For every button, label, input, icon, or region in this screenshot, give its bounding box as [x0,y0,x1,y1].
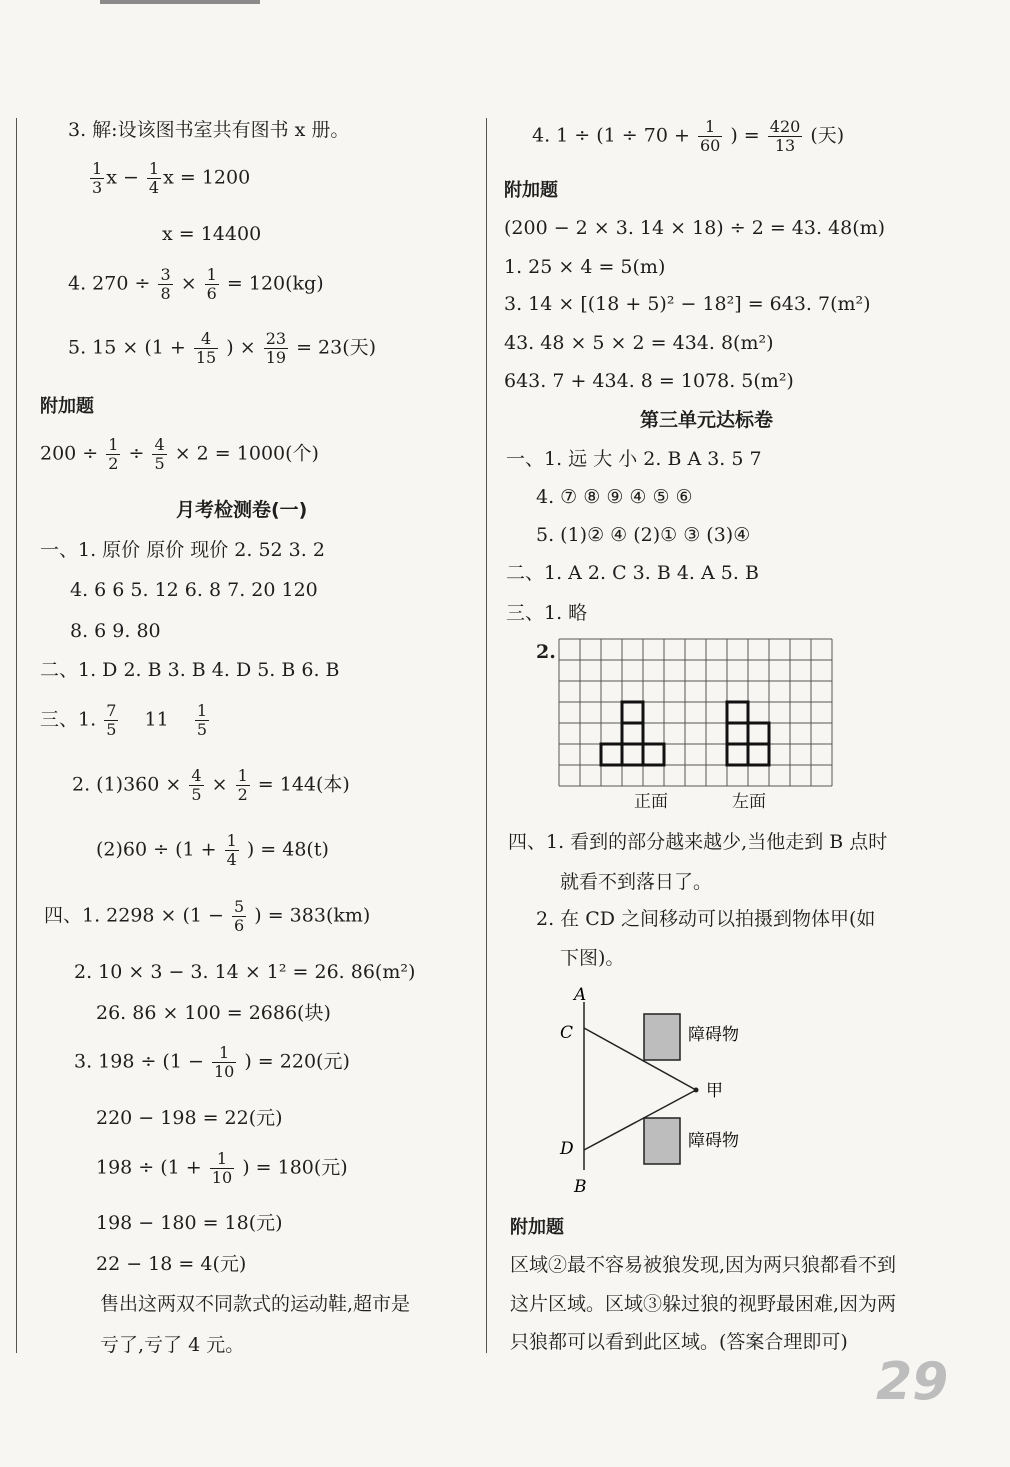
s3-2-part-2: (2)60 ÷ (1 + $\frac{1}{4}$ ) = 48(t) [96,831,329,869]
s3-line-1: 三、1. $\frac{7}{5}$ 11 $\frac{1}{5}$ [40,701,208,739]
column-divider [486,118,487,1353]
r-s4-1-line-1: 四、1. 看到的部分越来越少,当他走到 B 点时 [508,831,888,853]
s4-3-line-1: 3. 198 ÷ (1 − $\frac{1}{10}$ ) = 220(元) [74,1043,350,1081]
r-extra-line-1: (200 − 2 × 3. 14 × 18) ÷ 2 = 43. 48(m) [504,217,886,239]
s4-3-line-6: 售出这两双不同款式的运动鞋,超市是 [100,1293,411,1315]
r-s4-2-line-2: 下图)。 [560,947,625,969]
r-s4-2-line-1: 2. 在 CD 之间移动可以拍摄到物体甲(如 [536,908,876,930]
obstacle-label-top: 障碍物 [688,1025,739,1045]
s1-line-2: 4. 6 6 5. 12 6. 8 7. 20 120 [70,579,318,601]
r-s3-2-label: 2. [536,641,556,663]
page-number: 29 [876,1352,949,1412]
q4-equation: 4. 270 ÷ $\frac{3}{8}$ × $\frac{1}{6}$ = 120(kg) [68,265,324,303]
left-view-shape [727,702,769,765]
r-s3-line: 三、1. 略 [506,602,588,624]
r-s2-line: 二、1. A 2. C 3. B 4. A 5. B [506,562,759,584]
r-extra-line-3: 3. 14 × [(18 + 5)² − 18²] = 643. 7(m²) [504,293,871,315]
r-extra-line-4: 43. 48 × 5 × 2 = 434. 8(m²) [504,332,774,354]
q3-equation-2: x = 14400 [162,223,262,245]
s4-1-equation: 四、1. 2298 × (1 − $\frac{5}{6}$ ) = 383(km) [44,897,371,935]
target-point [694,1088,699,1093]
label-d: D [560,1139,574,1159]
r-q4-equation: 4. 1 ÷ (1 ÷ 70 + $\frac{1}{60}$ ) = $\frac{420}{13}$ (天) [532,117,845,155]
extra-equation: 200 ÷ $\frac{1}{2}$ ÷ $\frac{4}{5}$ × 2 = 1000(个) [40,435,319,473]
grid-label-front: 正面 [634,792,668,812]
obstacle-top [644,1014,680,1060]
section-title-monthly-test: 月考检测卷(一) [176,499,308,521]
label-c: C [560,1023,574,1043]
views-grid-figure [558,638,834,788]
obstacle-bottom [644,1118,680,1164]
s1-line-1: 一、1. 原价 原价 现价 2. 52 3. 2 [40,539,325,561]
r-extra-line-5: 643. 7 + 434. 8 = 1078. 5(m²) [504,370,794,392]
fraction: $\frac{1}{4}$ [148,159,160,197]
fraction: $\frac{1}{3}$ [92,159,103,197]
s4-3-line-3: 198 ÷ (1 + $\frac{1}{10}$ ) = 180(元) [96,1149,348,1187]
r-s1-line-1: 一、1. 远 大 小 2. B A 3. 5 7 [506,448,762,470]
front-view-shape [601,702,664,765]
s4-3-line-2: 220 − 198 = 22(元) [96,1107,283,1129]
top-scan-mark [100,0,260,4]
extra-question-heading: 附加题 [40,396,94,417]
q3-equation-1: $\frac{1}{3}$ x − $\frac{1}{4}$ x = 1200 [92,159,251,197]
r-s1-line-2: 4. ⑦ ⑧ ⑨ ④ ⑤ ⑥ [536,486,693,508]
s4-3-line-4: 198 − 180 = 18(元) [96,1212,283,1234]
grid-label-left: 左面 [732,792,766,812]
r-s1-line-3: 5. (1)② ④ (2)① ③ (3)④ [536,524,751,546]
sight-diagram [556,984,766,1196]
s2-line: 二、1. D 2. B 3. B 4. D 5. B 6. B [40,659,340,681]
label-b: B [574,1177,587,1196]
r-extra2-line-2: 这片区域。区域③躲过狼的视野最困难,因为两 [510,1293,897,1315]
s4-3-line-5: 22 − 18 = 4(元) [96,1253,247,1275]
s4-2-line-2: 26. 86 × 100 = 2686(块) [96,1002,331,1024]
r-extra2-line-1: 区域②最不容易被狼发现,因为两只狼都看不到 [510,1254,897,1276]
q3-title: 3. 解:设该图书室共有图书 x 册。 [68,119,350,141]
s4-3-line-7: 亏了,亏了 4 元。 [100,1334,245,1356]
target-label: 甲 [706,1081,723,1101]
left-margin-rule [16,118,17,1353]
s4-2-line-1: 2. 10 × 3 − 3. 14 × 1² = 26. 86(m²) [74,961,416,983]
r-extra2-line-3: 只狼都可以看到此区域。(答案合理即可) [510,1331,848,1353]
s3-2-part-1: 2. (1)360 × $\frac{4}{5}$ × $\frac{1}{2}$ = 144(本) [72,766,350,804]
r-extra-heading: 附加题 [504,180,558,201]
r-extra-line-2: 1. 25 × 4 = 5(m) [504,256,666,278]
label-a: A [574,985,587,1005]
r-extra2-heading: 附加题 [510,1217,564,1238]
obstacle-label-bottom: 障碍物 [688,1131,739,1151]
r-s4-1-line-2: 就看不到落日了。 [560,871,713,893]
section-title-unit3: 第三单元达标卷 [640,409,774,431]
q5-equation: 5. 15 × (1 + $\frac{4}{15}$ ) × $\frac{23}{19}$ = 23(天) [68,329,377,367]
s1-line-3: 8. 6 9. 80 [70,620,161,642]
